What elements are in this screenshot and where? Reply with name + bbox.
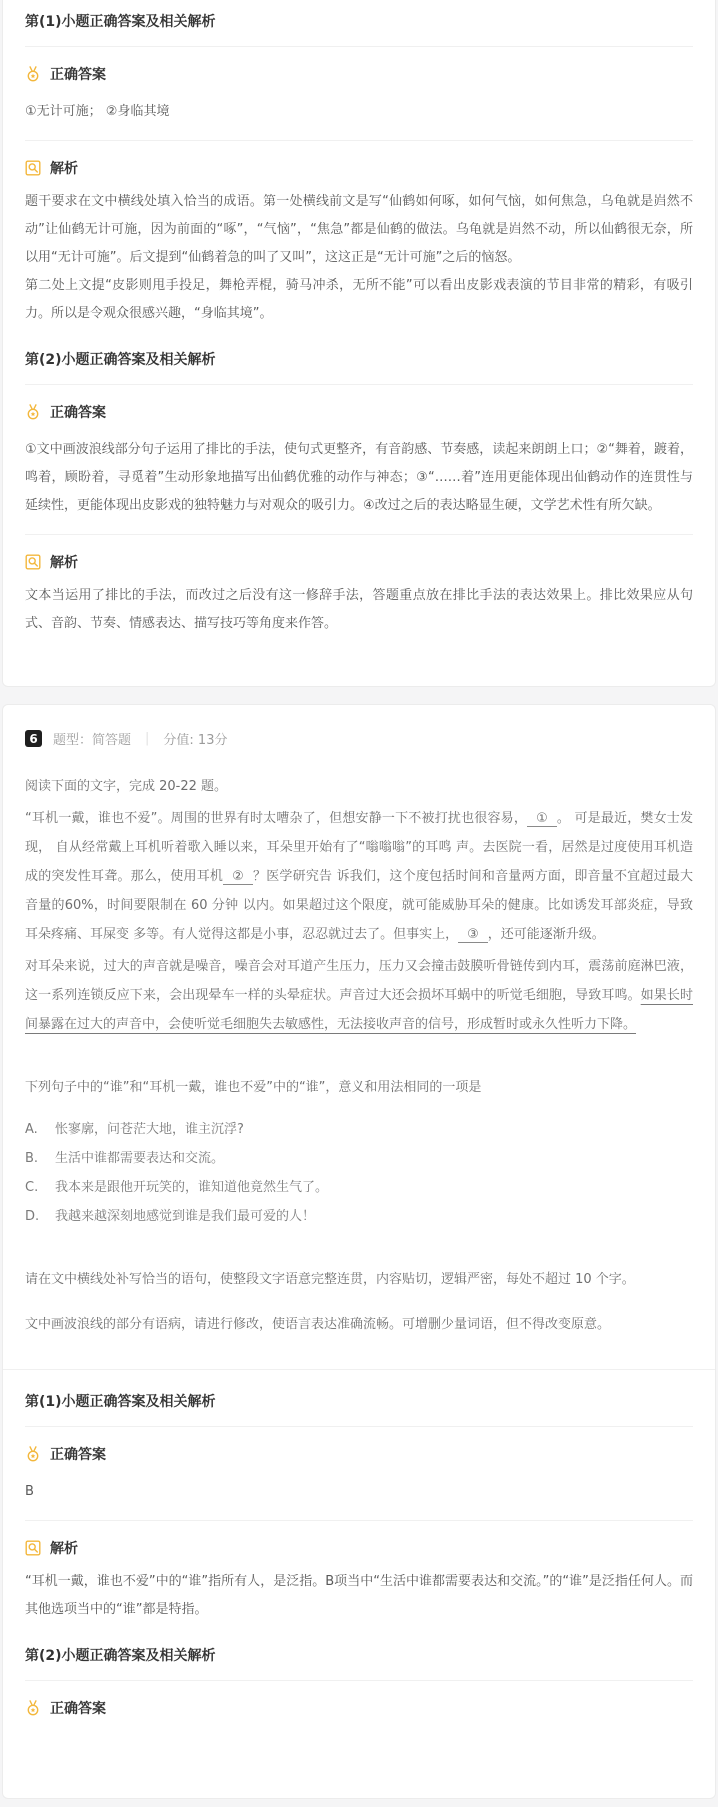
- magnifier-icon: [25, 1540, 41, 1556]
- analysis-section-header: [25, 1538, 693, 1558]
- question-score: 分值: 13分: [163, 733, 228, 748]
- divider: [25, 534, 693, 535]
- correct-answer-label: 正确答案: [50, 67, 106, 83]
- correct-answer-section-header: [25, 1698, 693, 1718]
- option-d: [25, 1202, 693, 1231]
- meta-separator: |: [145, 731, 150, 746]
- correct-answer-section-header: [25, 64, 693, 84]
- divider: [25, 140, 693, 141]
- question-intro: 阅读下面的文字，完成 20-22 题。: [25, 779, 228, 794]
- analysis-text: 第二处上文提“皮影则甩手投足，舞枪弄棍，骑马冲杀，无所不能”可以看出皮影戏表演的节目非常的精彩，有吸引力。所以是令观众很感兴趣，“身临其境”。: [25, 278, 693, 321]
- divider: [25, 1680, 693, 1681]
- subquestion-2-answer-heading: 第(2)小题正确答案及相关解析: [25, 1648, 216, 1664]
- magnifier-icon: [25, 554, 41, 570]
- option-text: 生活中谁都需要表达和交流。: [55, 1151, 225, 1166]
- option-text: 我越来越深刻地感觉到谁是我们最可爱的人！: [55, 1209, 316, 1224]
- answer-text: ①文中画波浪线部分句子运用了排比的手法，使句式更整齐，有音韵感、节奏感，读起来朗朗上口；②“舞着，踱着，鸣着，顾盼着，寻觅着”生动形象地描写出仙鹤优雅的动作与神态；③“……着”连用更能体现出仙鹤动作的连贯性与延续性，更能体现出皮影戏的独特魅力与对观众的吸引力。④改过之后的表达略显生硬，文学艺术性有所欠缺。: [25, 442, 693, 513]
- blank-2: ②: [223, 869, 253, 885]
- option-text: 怅寥廓，问苍茫大地，谁主沉浮?: [55, 1122, 244, 1137]
- medal-icon: [25, 404, 41, 420]
- medal-icon: [25, 66, 41, 82]
- magnifier-icon: [25, 160, 41, 176]
- question-type: 题型：简答题: [53, 733, 132, 748]
- divider: [25, 384, 693, 385]
- option-text: 我本来是跟他开玩笑的，谁知道他竟然生气了。: [55, 1180, 329, 1195]
- answer-analysis-card-q5: [2, 0, 716, 687]
- subquestion-1-answer-heading: 第(1)小题正确答案及相关解析: [25, 1394, 216, 1410]
- divider: [25, 1520, 693, 1521]
- divider: [3, 1369, 715, 1370]
- option-c: [25, 1173, 693, 1202]
- question-card-6: [2, 704, 716, 1799]
- passage-paragraph-1: [25, 804, 693, 949]
- option-label: B.: [25, 1151, 39, 1166]
- answer-text: B: [25, 1484, 34, 1499]
- medal-icon: [25, 1446, 41, 1462]
- analysis-label: 解析: [50, 555, 78, 571]
- option-label: D.: [25, 1209, 40, 1224]
- analysis-text: 题干要求在文中横线处填入恰当的成语。第一处横线前文是写“仙鹤如何啄，如何气恼，如何焦急，乌龟就是岿然不动”让仙鹤无计可施，因为前面的“啄”，“气恼”，“焦急”都是仙鹤的做法。乌龟就是岿然不动，所以仙鹤很无奈，所以用“无计可施”。后文提到“仙鹤着急的叫了又叫”，这这正是“无计可施”之后的恼怒。: [25, 194, 693, 265]
- passage-segment: 。 可是最近，樊女士发现， 自从经常戴上耳机听着歌入睡以来，耳朵里开始有了“嗡嗡嗡”的耳鸣 声。去医院一看，居然是过度使用耳机造成的突发性耳聋。那么，使用耳机: [25, 811, 693, 884]
- correct-answer-label: 正确答案: [50, 1701, 106, 1717]
- underlined-sentence: 如果长时间暴露在过大的声音中，会使听觉毛细胞失去敏感性，无法接收声音的信号，形成暂时或永久性听力下降。: [25, 988, 693, 1032]
- option-label: C.: [25, 1180, 39, 1195]
- correct-answer-label: 正确答案: [50, 405, 106, 421]
- divider: [25, 1426, 693, 1427]
- question-number-badge: 6: [25, 730, 42, 747]
- analysis-label: 解析: [50, 1541, 78, 1557]
- subquestion-3-stem: 文中画波浪线的部分有语病，请进行修改，使语言表达准确流畅。可增删少量词语，但不得改变原意。: [25, 1317, 611, 1332]
- analysis-text: “耳机一戴，谁也不爱”中的“谁”指所有人，是泛指。B项当中“生活中谁都需要表达和交流。”的“谁”是泛指任何人。而其他选项当中的“谁”都是特指。: [25, 1574, 693, 1617]
- passage-segment: “耳机一戴，谁也不爱”。周围的世界有时太嘈杂了，但想安静一下不被打扰也很容易，: [25, 811, 528, 826]
- blank-3: ③: [458, 927, 488, 943]
- passage-paragraph-2: [25, 952, 693, 1039]
- subquestion-1-stem: 下列句子中的“谁”和“耳机一戴，谁也不爱”中的“谁”，意义和用法相同的一项是: [25, 1080, 482, 1095]
- correct-answer-section-header: [25, 1444, 693, 1464]
- passage-segment: ，还可能逐渐升级。: [487, 927, 605, 942]
- subquestion-2-heading: 第(2)小题正确答案及相关解析: [25, 352, 216, 368]
- passage-segment: 对耳朵来说，过大的声音就是噪音，噪音会对耳道产生压力，压力又会撞击鼓膜听骨链传到内耳，震荡前庭淋巴液，这一系列连锁反应下来，会出现晕车一样的头晕症状。声音过大还会损坏耳蜗中的听觉毛细胞，导致耳鸣。: [25, 959, 693, 1003]
- analysis-text: 文本当运用了排比的手法，而改过之后没有这一修辞手法，答题重点放在排比手法的表达效果上。排比效果应从句式、音韵、节奏、情感表达、描写技巧等角度来作答。: [25, 588, 693, 631]
- passage-segment: ？医学研究告 诉我们，这个度包括时间和音量两方面，即音量不宜超过最大音量的60%，时间要限制在 60 分钟 以内。如果超过这个限度，就可能威胁耳朵的健康。比如诱发耳部炎症，导致耳朵疼痛、耳屎变 多等。有人觉得这都是小事，忍忍就过去了。但事实上，: [25, 869, 693, 942]
- question-meta: [25, 729, 693, 748]
- subquestion-2-stem: 请在文中横线处补写恰当的语句，使整段文字语意完整连贯，内容贴切，逻辑严密，每处不超过 10 个字。: [25, 1272, 635, 1287]
- correct-answer-label: 正确答案: [50, 1447, 106, 1463]
- correct-answer-section-header: [25, 402, 693, 422]
- analysis-section-header: [25, 552, 693, 572]
- analysis-label: 解析: [50, 161, 78, 177]
- answer-text: ①无计可施； ②身临其境: [25, 104, 170, 119]
- option-label: A.: [25, 1122, 38, 1137]
- medal-icon: [25, 1700, 41, 1716]
- option-b: [25, 1144, 693, 1173]
- options-list: [25, 1115, 693, 1231]
- subquestion-1-heading: 第(1)小题正确答案及相关解析: [25, 14, 216, 30]
- divider: [25, 46, 693, 47]
- analysis-section-header: [25, 158, 693, 178]
- blank-1: ①: [527, 811, 557, 827]
- option-a: [25, 1115, 693, 1144]
